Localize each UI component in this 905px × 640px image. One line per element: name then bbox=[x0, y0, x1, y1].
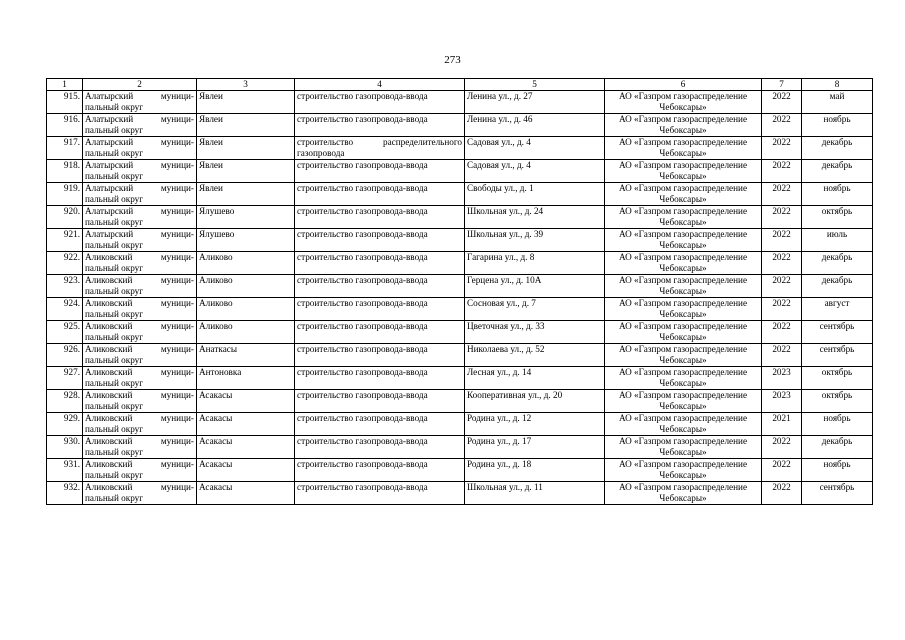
address-cell: Школьная ул., д. 24 bbox=[465, 206, 605, 229]
district-cell bbox=[83, 482, 197, 505]
month-cell: декабрь bbox=[802, 436, 873, 459]
settlement-cell: Аликово bbox=[197, 321, 295, 344]
work-type-cell: строительство газопровода-ввода bbox=[295, 229, 465, 252]
district-cell bbox=[83, 367, 197, 390]
address-cell: Ленина ул., д. 46 bbox=[465, 114, 605, 137]
address-cell: Герцена ул., д. 10А bbox=[465, 275, 605, 298]
organization-cell: АО «Газпром газораспределение Чебоксары» bbox=[605, 459, 762, 482]
district-line-2: пальный округ bbox=[85, 332, 144, 342]
address-cell: Родина ул., д. 17 bbox=[465, 436, 605, 459]
month-cell: ноябрь bbox=[802, 413, 873, 436]
district-line-1 bbox=[85, 390, 194, 401]
month-cell: декабрь bbox=[802, 275, 873, 298]
district-line-1 bbox=[85, 344, 194, 355]
address-cell: Лесная ул., д. 14 bbox=[465, 367, 605, 390]
work-type-cell: строительство газопровода-ввода bbox=[295, 390, 465, 413]
month-cell: август bbox=[802, 298, 873, 321]
settlement-cell: Явлеи bbox=[197, 160, 295, 183]
district-cell bbox=[83, 275, 197, 298]
year-cell: 2021 bbox=[762, 413, 802, 436]
organization-cell: АО «Газпром газораспределение Чебоксары» bbox=[605, 91, 762, 114]
column-header: 6 bbox=[605, 79, 762, 91]
work-type-cell: строительство газопровода-ввода bbox=[295, 114, 465, 137]
district-cell bbox=[83, 252, 197, 275]
work-type-cell: строительство газопровода-ввода bbox=[295, 91, 465, 114]
district-cell bbox=[83, 321, 197, 344]
district-type-part: муници- bbox=[160, 298, 194, 308]
district-name: Аликовский bbox=[85, 298, 133, 308]
row-number: 920. bbox=[47, 206, 83, 229]
district-name: Аликовский bbox=[85, 344, 133, 354]
work-type-cell: строительство газопровода-ввода bbox=[295, 160, 465, 183]
work-type-cell: строительство газопровода-ввода bbox=[295, 367, 465, 390]
district-line-2: пальный округ bbox=[85, 263, 144, 273]
district-name: Алатырский bbox=[85, 206, 134, 216]
district-line-1 bbox=[85, 114, 194, 125]
column-header: 4 bbox=[295, 79, 465, 91]
settlement-cell: Асакасы bbox=[197, 482, 295, 505]
district-line-2: пальный округ bbox=[85, 493, 144, 503]
address-cell: Цветочная ул., д. 33 bbox=[465, 321, 605, 344]
row-number: 915. bbox=[47, 91, 83, 114]
table-row bbox=[47, 321, 873, 344]
work-type-cell: строительство газопровода-ввода bbox=[295, 183, 465, 206]
district-type-part: муници- bbox=[160, 367, 194, 377]
district-line-1 bbox=[85, 459, 194, 470]
row-number: 930. bbox=[47, 436, 83, 459]
year-cell: 2022 bbox=[762, 206, 802, 229]
month-cell: ноябрь bbox=[802, 459, 873, 482]
row-number: 917. bbox=[47, 137, 83, 160]
work-type-cell: строительство распределительного газопровода bbox=[295, 137, 465, 160]
year-cell: 2022 bbox=[762, 321, 802, 344]
district-line-2: пальный округ bbox=[85, 447, 144, 457]
year-cell: 2022 bbox=[762, 114, 802, 137]
district-line-1 bbox=[85, 160, 194, 171]
work-type-cell: строительство газопровода-ввода bbox=[295, 436, 465, 459]
table-row bbox=[47, 137, 873, 160]
district-name: Аликовский bbox=[85, 275, 133, 285]
district-line-2: пальный округ bbox=[85, 148, 144, 158]
district-line-1 bbox=[85, 298, 194, 309]
work-type-cell: строительство газопровода-ввода bbox=[295, 252, 465, 275]
work-type-cell: строительство газопровода-ввода bbox=[295, 482, 465, 505]
district-name: Аликовский bbox=[85, 413, 133, 423]
organization-cell: АО «Газпром газораспределение Чебоксары» bbox=[605, 160, 762, 183]
year-cell: 2022 bbox=[762, 160, 802, 183]
organization-cell: АО «Газпром газораспределение Чебоксары» bbox=[605, 114, 762, 137]
work-type-cell: строительство газопровода-ввода bbox=[295, 275, 465, 298]
year-cell: 2022 bbox=[762, 252, 802, 275]
district-name: Алатырский bbox=[85, 160, 134, 170]
month-cell: ноябрь bbox=[802, 183, 873, 206]
settlement-cell: Явлеи bbox=[197, 137, 295, 160]
settlement-cell: Явлеи bbox=[197, 114, 295, 137]
district-line-2: пальный округ bbox=[85, 125, 144, 135]
address-cell: Ленина ул., д. 27 bbox=[465, 91, 605, 114]
settlement-cell: Аликово bbox=[197, 275, 295, 298]
address-cell: Школьная ул., д. 11 bbox=[465, 482, 605, 505]
address-cell: Кооперативная ул., д. 20 bbox=[465, 390, 605, 413]
month-cell: октябрь bbox=[802, 367, 873, 390]
district-cell bbox=[83, 459, 197, 482]
month-cell: декабрь bbox=[802, 252, 873, 275]
district-cell bbox=[83, 390, 197, 413]
table-row bbox=[47, 482, 873, 505]
organization-cell: АО «Газпром газораспределение Чебоксары» bbox=[605, 413, 762, 436]
organization-cell: АО «Газпром газораспределение Чебоксары» bbox=[605, 206, 762, 229]
year-cell: 2022 bbox=[762, 298, 802, 321]
year-cell: 2022 bbox=[762, 91, 802, 114]
table-row bbox=[47, 459, 873, 482]
page-number: 273 bbox=[444, 54, 461, 66]
district-cell bbox=[83, 436, 197, 459]
year-cell: 2022 bbox=[762, 482, 802, 505]
district-type-part: муници- bbox=[160, 229, 194, 239]
month-cell: май bbox=[802, 91, 873, 114]
district-type-part: муници- bbox=[160, 114, 194, 124]
year-cell: 2022 bbox=[762, 275, 802, 298]
address-cell: Садовая ул., д. 4 bbox=[465, 160, 605, 183]
district-cell bbox=[83, 229, 197, 252]
district-line-1 bbox=[85, 321, 194, 332]
organization-cell: АО «Газпром газораспределение Чебоксары» bbox=[605, 436, 762, 459]
row-number: 932. bbox=[47, 482, 83, 505]
work-type-cell: строительство газопровода-ввода bbox=[295, 298, 465, 321]
district-type-part: муници- bbox=[160, 206, 194, 216]
table-row bbox=[47, 413, 873, 436]
column-header: 5 bbox=[465, 79, 605, 91]
organization-cell: АО «Газпром газораспределение Чебоксары» bbox=[605, 344, 762, 367]
table-row bbox=[47, 298, 873, 321]
table-row bbox=[47, 275, 873, 298]
district-type-part: муници- bbox=[160, 252, 194, 262]
column-header: 2 bbox=[83, 79, 197, 91]
settlement-cell: Асакасы bbox=[197, 390, 295, 413]
organization-cell: АО «Газпром газораспределение Чебоксары» bbox=[605, 137, 762, 160]
district-name: Аликовский bbox=[85, 459, 133, 469]
address-cell: Родина ул., д. 18 bbox=[465, 459, 605, 482]
settlement-cell: Анаткасы bbox=[197, 344, 295, 367]
table-row bbox=[47, 229, 873, 252]
work-type-cell: строительство газопровода-ввода bbox=[295, 206, 465, 229]
year-cell: 2022 bbox=[762, 459, 802, 482]
district-line-2: пальный округ bbox=[85, 378, 144, 388]
district-type-part: муници- bbox=[160, 160, 194, 170]
row-number: 921. bbox=[47, 229, 83, 252]
district-name: Аликовский bbox=[85, 390, 133, 400]
district-line-1 bbox=[85, 91, 194, 102]
registry-table bbox=[46, 78, 873, 505]
district-type-part: муници- bbox=[160, 390, 194, 400]
district-line-1 bbox=[85, 482, 194, 493]
organization-cell: АО «Газпром газораспределение Чебоксары» bbox=[605, 298, 762, 321]
district-cell bbox=[83, 298, 197, 321]
district-line-1 bbox=[85, 275, 194, 286]
district-line-1 bbox=[85, 436, 194, 447]
month-cell: октябрь bbox=[802, 390, 873, 413]
row-number: 923. bbox=[47, 275, 83, 298]
address-cell: Родина ул., д. 12 bbox=[465, 413, 605, 436]
month-cell: сентябрь bbox=[802, 482, 873, 505]
year-cell: 2022 bbox=[762, 436, 802, 459]
month-cell: декабрь bbox=[802, 160, 873, 183]
district-cell bbox=[83, 344, 197, 367]
district-line-1 bbox=[85, 137, 194, 148]
settlement-cell: Явлеи bbox=[197, 91, 295, 114]
district-line-2: пальный округ bbox=[85, 217, 144, 227]
table-row bbox=[47, 252, 873, 275]
district-line-1 bbox=[85, 206, 194, 217]
row-number: 925. bbox=[47, 321, 83, 344]
district-line-2: пальный округ bbox=[85, 470, 144, 480]
organization-cell: АО «Газпром газораспределение Чебоксары» bbox=[605, 229, 762, 252]
district-cell bbox=[83, 137, 197, 160]
district-type-part: муници- bbox=[160, 436, 194, 446]
settlement-cell: Явлеи bbox=[197, 183, 295, 206]
organization-cell: АО «Газпром газораспределение Чебоксары» bbox=[605, 390, 762, 413]
row-number: 916. bbox=[47, 114, 83, 137]
address-cell: Свободы ул., д. 1 bbox=[465, 183, 605, 206]
district-cell bbox=[83, 160, 197, 183]
address-cell: Школьная ул., д. 39 bbox=[465, 229, 605, 252]
district-type-part: муници- bbox=[160, 137, 194, 147]
district-line-2: пальный округ bbox=[85, 240, 144, 250]
address-cell: Садовая ул., д. 4 bbox=[465, 137, 605, 160]
address-cell: Сосновая ул., д. 7 bbox=[465, 298, 605, 321]
organization-cell: АО «Газпром газораспределение Чебоксары» bbox=[605, 321, 762, 344]
district-name: Алатырский bbox=[85, 114, 134, 124]
district-line-2: пальный округ bbox=[85, 171, 144, 181]
organization-cell: АО «Газпром газораспределение Чебоксары» bbox=[605, 367, 762, 390]
month-cell: октябрь bbox=[802, 206, 873, 229]
district-cell bbox=[83, 413, 197, 436]
row-number: 928. bbox=[47, 390, 83, 413]
settlement-cell: Асакасы bbox=[197, 413, 295, 436]
district-name: Алатырский bbox=[85, 229, 134, 239]
district-type-part: муници- bbox=[160, 344, 194, 354]
work-type-cell: строительство газопровода-ввода bbox=[295, 459, 465, 482]
district-line-1 bbox=[85, 229, 194, 240]
month-cell: сентябрь bbox=[802, 321, 873, 344]
table-row bbox=[47, 367, 873, 390]
district-type-part: муници- bbox=[160, 183, 194, 193]
district-name: Аликовский bbox=[85, 321, 133, 331]
year-cell: 2022 bbox=[762, 137, 802, 160]
district-line-1 bbox=[85, 413, 194, 424]
column-number-row bbox=[47, 79, 873, 91]
row-number: 924. bbox=[47, 298, 83, 321]
district-line-2: пальный округ bbox=[85, 424, 144, 434]
column-header: 7 bbox=[762, 79, 802, 91]
district-line-1 bbox=[85, 252, 194, 263]
district-line-1 bbox=[85, 367, 194, 378]
district-name: Алатырский bbox=[85, 91, 134, 101]
settlement-cell: Асакасы bbox=[197, 459, 295, 482]
table-row bbox=[47, 183, 873, 206]
table-row bbox=[47, 160, 873, 183]
district-name: Алатырский bbox=[85, 183, 134, 193]
row-number: 931. bbox=[47, 459, 83, 482]
district-line-1 bbox=[85, 183, 194, 194]
year-cell: 2022 bbox=[762, 344, 802, 367]
table-row bbox=[47, 91, 873, 114]
organization-cell: АО «Газпром газораспределение Чебоксары» bbox=[605, 482, 762, 505]
district-cell bbox=[83, 206, 197, 229]
column-header: 3 bbox=[197, 79, 295, 91]
settlement-cell: Асакасы bbox=[197, 436, 295, 459]
settlement-cell: Антоновка bbox=[197, 367, 295, 390]
district-name: Аликовский bbox=[85, 367, 133, 377]
month-cell: июль bbox=[802, 229, 873, 252]
district-line-2: пальный округ bbox=[85, 401, 144, 411]
row-number: 918. bbox=[47, 160, 83, 183]
organization-cell: АО «Газпром газораспределение Чебоксары» bbox=[605, 252, 762, 275]
organization-cell: АО «Газпром газораспределение Чебоксары» bbox=[605, 275, 762, 298]
table-row bbox=[47, 390, 873, 413]
column-header: 8 bbox=[802, 79, 873, 91]
year-cell: 2023 bbox=[762, 390, 802, 413]
district-type-part: муници- bbox=[160, 91, 194, 101]
district-line-2: пальный округ bbox=[85, 309, 144, 319]
district-name: Аликовский bbox=[85, 482, 133, 492]
district-type-part: муници- bbox=[160, 482, 194, 492]
district-type-part: муници- bbox=[160, 275, 194, 285]
district-line-2: пальный округ bbox=[85, 286, 144, 296]
district-type-part: муници- bbox=[160, 321, 194, 331]
district-line-2: пальный округ bbox=[85, 102, 144, 112]
settlement-cell: Ялушево bbox=[197, 206, 295, 229]
table-row bbox=[47, 436, 873, 459]
month-cell: ноябрь bbox=[802, 114, 873, 137]
work-type-cell: строительство газопровода-ввода bbox=[295, 413, 465, 436]
work-type-cell: строительство газопровода-ввода bbox=[295, 321, 465, 344]
year-cell: 2022 bbox=[762, 183, 802, 206]
table-body bbox=[47, 91, 873, 505]
row-number: 929. bbox=[47, 413, 83, 436]
table-row bbox=[47, 114, 873, 137]
district-name: Алатырский bbox=[85, 137, 134, 147]
settlement-cell: Аликово bbox=[197, 252, 295, 275]
work-type-cell: строительство газопровода-ввода bbox=[295, 344, 465, 367]
year-cell: 2022 bbox=[762, 229, 802, 252]
district-cell bbox=[83, 183, 197, 206]
row-number: 922. bbox=[47, 252, 83, 275]
row-number: 927. bbox=[47, 367, 83, 390]
table-row bbox=[47, 344, 873, 367]
district-type-part: муници- bbox=[160, 459, 194, 469]
district-name: Аликовский bbox=[85, 436, 133, 446]
settlement-cell: Ялушево bbox=[197, 229, 295, 252]
month-cell: декабрь bbox=[802, 137, 873, 160]
row-number: 926. bbox=[47, 344, 83, 367]
organization-cell: АО «Газпром газораспределение Чебоксары» bbox=[605, 183, 762, 206]
table-row bbox=[47, 206, 873, 229]
address-cell: Гагарина ул., д. 8 bbox=[465, 252, 605, 275]
year-cell: 2023 bbox=[762, 367, 802, 390]
district-line-2: пальный округ bbox=[85, 194, 144, 204]
district-type-part: муници- bbox=[160, 413, 194, 423]
column-header: 1 bbox=[47, 79, 83, 91]
row-number: 919. bbox=[47, 183, 83, 206]
settlement-cell: Аликово bbox=[197, 298, 295, 321]
month-cell: сентябрь bbox=[802, 344, 873, 367]
address-cell: Николаева ул., д. 52 bbox=[465, 344, 605, 367]
district-cell bbox=[83, 114, 197, 137]
district-cell bbox=[83, 91, 197, 114]
district-line-2: пальный округ bbox=[85, 355, 144, 365]
district-name: Аликовский bbox=[85, 252, 133, 262]
